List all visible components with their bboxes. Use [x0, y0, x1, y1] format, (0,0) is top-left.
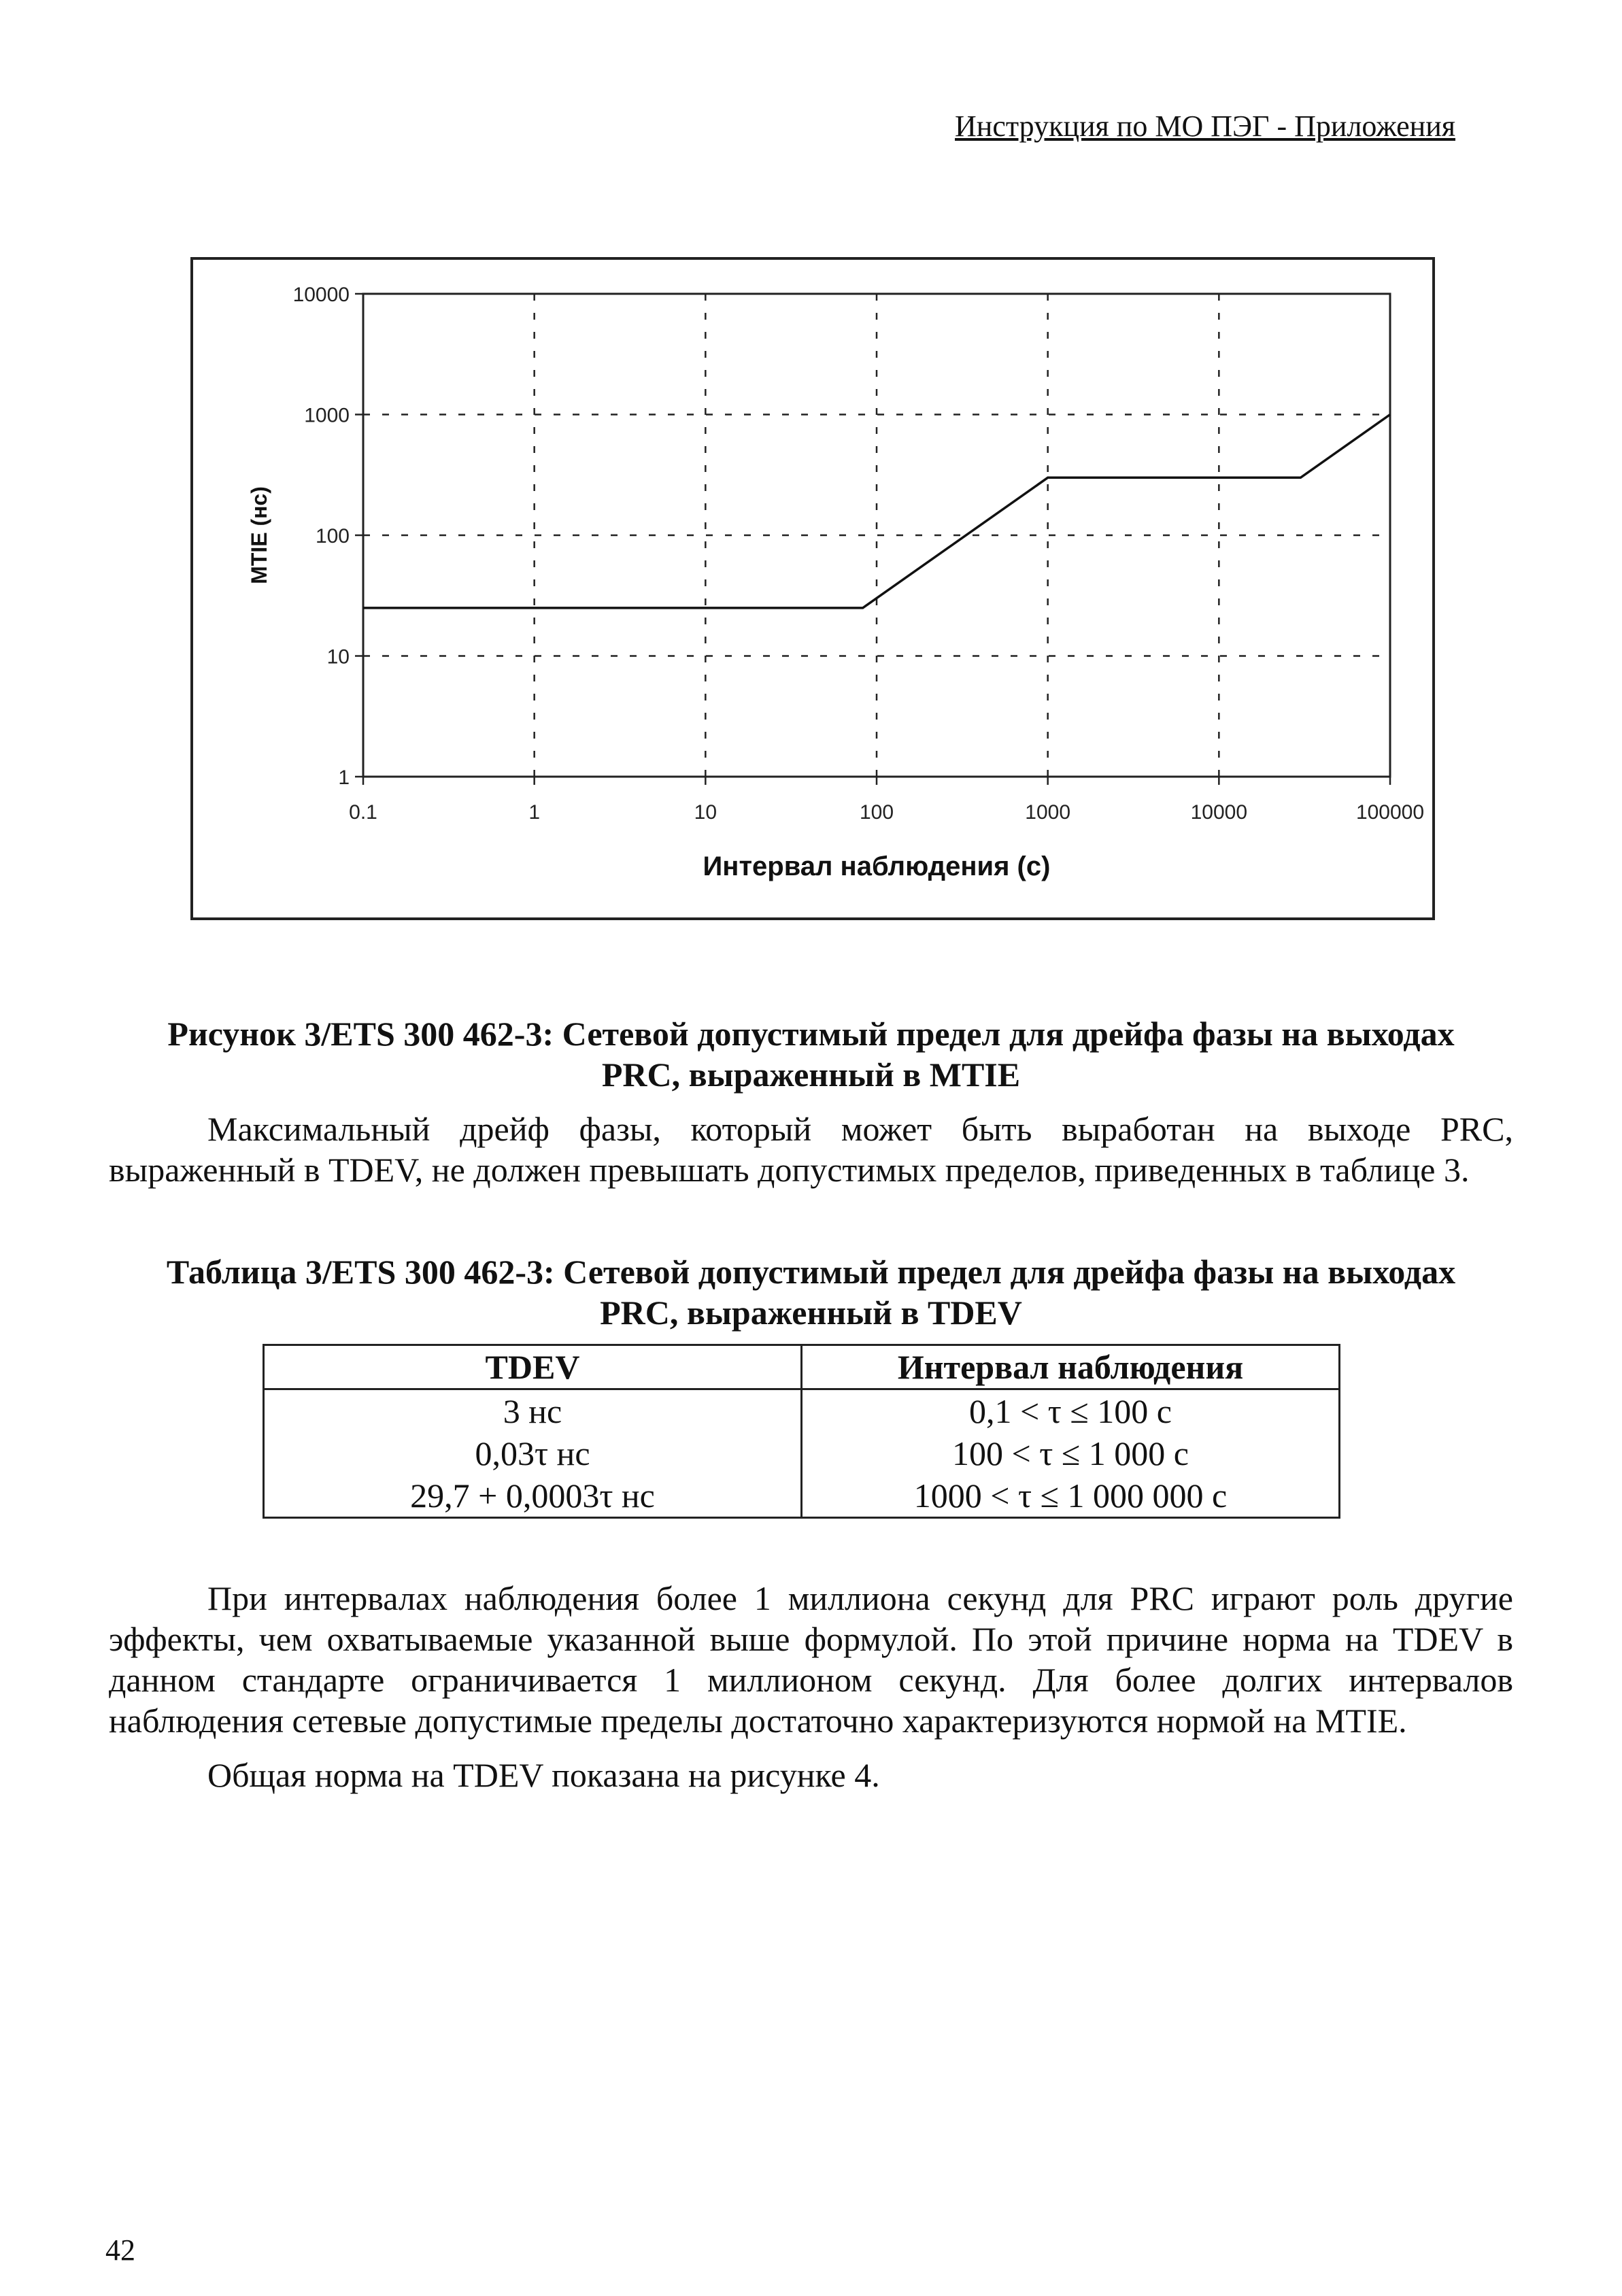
y-tick-label: 1000 — [304, 404, 350, 427]
table-cell: 1000 < τ ≤ 1 000 000 с — [802, 1474, 1340, 1518]
y-tick-label: 10000 — [292, 284, 350, 306]
x-tick-label: 10 — [694, 801, 717, 824]
table-row — [264, 1474, 1340, 1518]
table-header-tdev: TDEV — [264, 1345, 802, 1389]
table-caption-line1: Таблица 3/ETS 300 462-3: Сетевой допустимый предел для дрейфа фазы на выходах — [166, 1253, 1456, 1291]
y-tick-label: 100 — [315, 525, 350, 547]
page-number: 42 — [105, 2233, 135, 2267]
y-tick-label: 10 — [326, 645, 350, 669]
figure-frame — [190, 257, 1435, 920]
paragraph-3: Общая норма на TDEV показана на рисунке 4. — [207, 1756, 880, 1794]
y-tick-label: 1 — [338, 766, 350, 789]
x-tick-label: 10000 — [1190, 801, 1248, 824]
table-header-row — [264, 1345, 1340, 1389]
table-cell: 0,1 < τ ≤ 100 с — [802, 1389, 1340, 1433]
x-tick-label: 1 — [528, 801, 541, 824]
x-axis-label: Интервал наблюдения (с) — [703, 851, 1051, 881]
figure-caption — [109, 1013, 1513, 1095]
table-caption — [109, 1251, 1513, 1333]
paragraph-2: При интервалах наблюдения более 1 миллиона секунд для PRC играют роль другие эффекты, чем охватываемые указанной выше формулой. По этой причине норма на TDEV в данном стандарте ограничивается 1 миллионом секунд. Для более долгих интервалов наблюдения сетевые допустимые пределы достаточно характеризуются нормой на MTIE. — [109, 1579, 1513, 1740]
table-cell: 100 < τ ≤ 1 000 с — [802, 1432, 1340, 1474]
table-cell: 0,03τ нс — [264, 1432, 802, 1474]
x-tick-label: 100000 — [1355, 801, 1425, 824]
running-header: Инструкция по МО ПЭГ - Приложения — [955, 109, 1455, 143]
table-row — [264, 1432, 1340, 1474]
table-row — [264, 1389, 1340, 1433]
series-line — [363, 415, 1390, 608]
table-cell: 3 нс — [264, 1389, 802, 1433]
paragraph-1: Максимальный дрейф фазы, который может быть выработан на выходе PRC, выраженный в TDEV, не должен превышать допустимых пределов, приведенных в таблице 3. — [109, 1110, 1513, 1189]
y-axis-label: MTIE (нс) — [247, 486, 271, 584]
mtie-chart — [193, 260, 1432, 917]
x-tick-label: 100 — [859, 801, 894, 824]
table-caption-line2: PRC, выраженный в TDEV — [600, 1294, 1022, 1332]
table-cell: 29,7 + 0,0003τ нс — [264, 1474, 802, 1518]
tdev-table — [263, 1344, 1340, 1519]
figure-caption-line2: PRC, выраженный в MTIE — [601, 1056, 1021, 1094]
table-header-interval: Интервал наблюдения — [802, 1345, 1340, 1389]
figure-caption-line1: Рисунок 3/ETS 300 462-3: Сетевой допустимый предел для дрейфа фазы на выходах — [167, 1015, 1455, 1053]
x-tick-label: 0.1 — [349, 801, 377, 824]
x-tick-label: 1000 — [1025, 801, 1071, 824]
